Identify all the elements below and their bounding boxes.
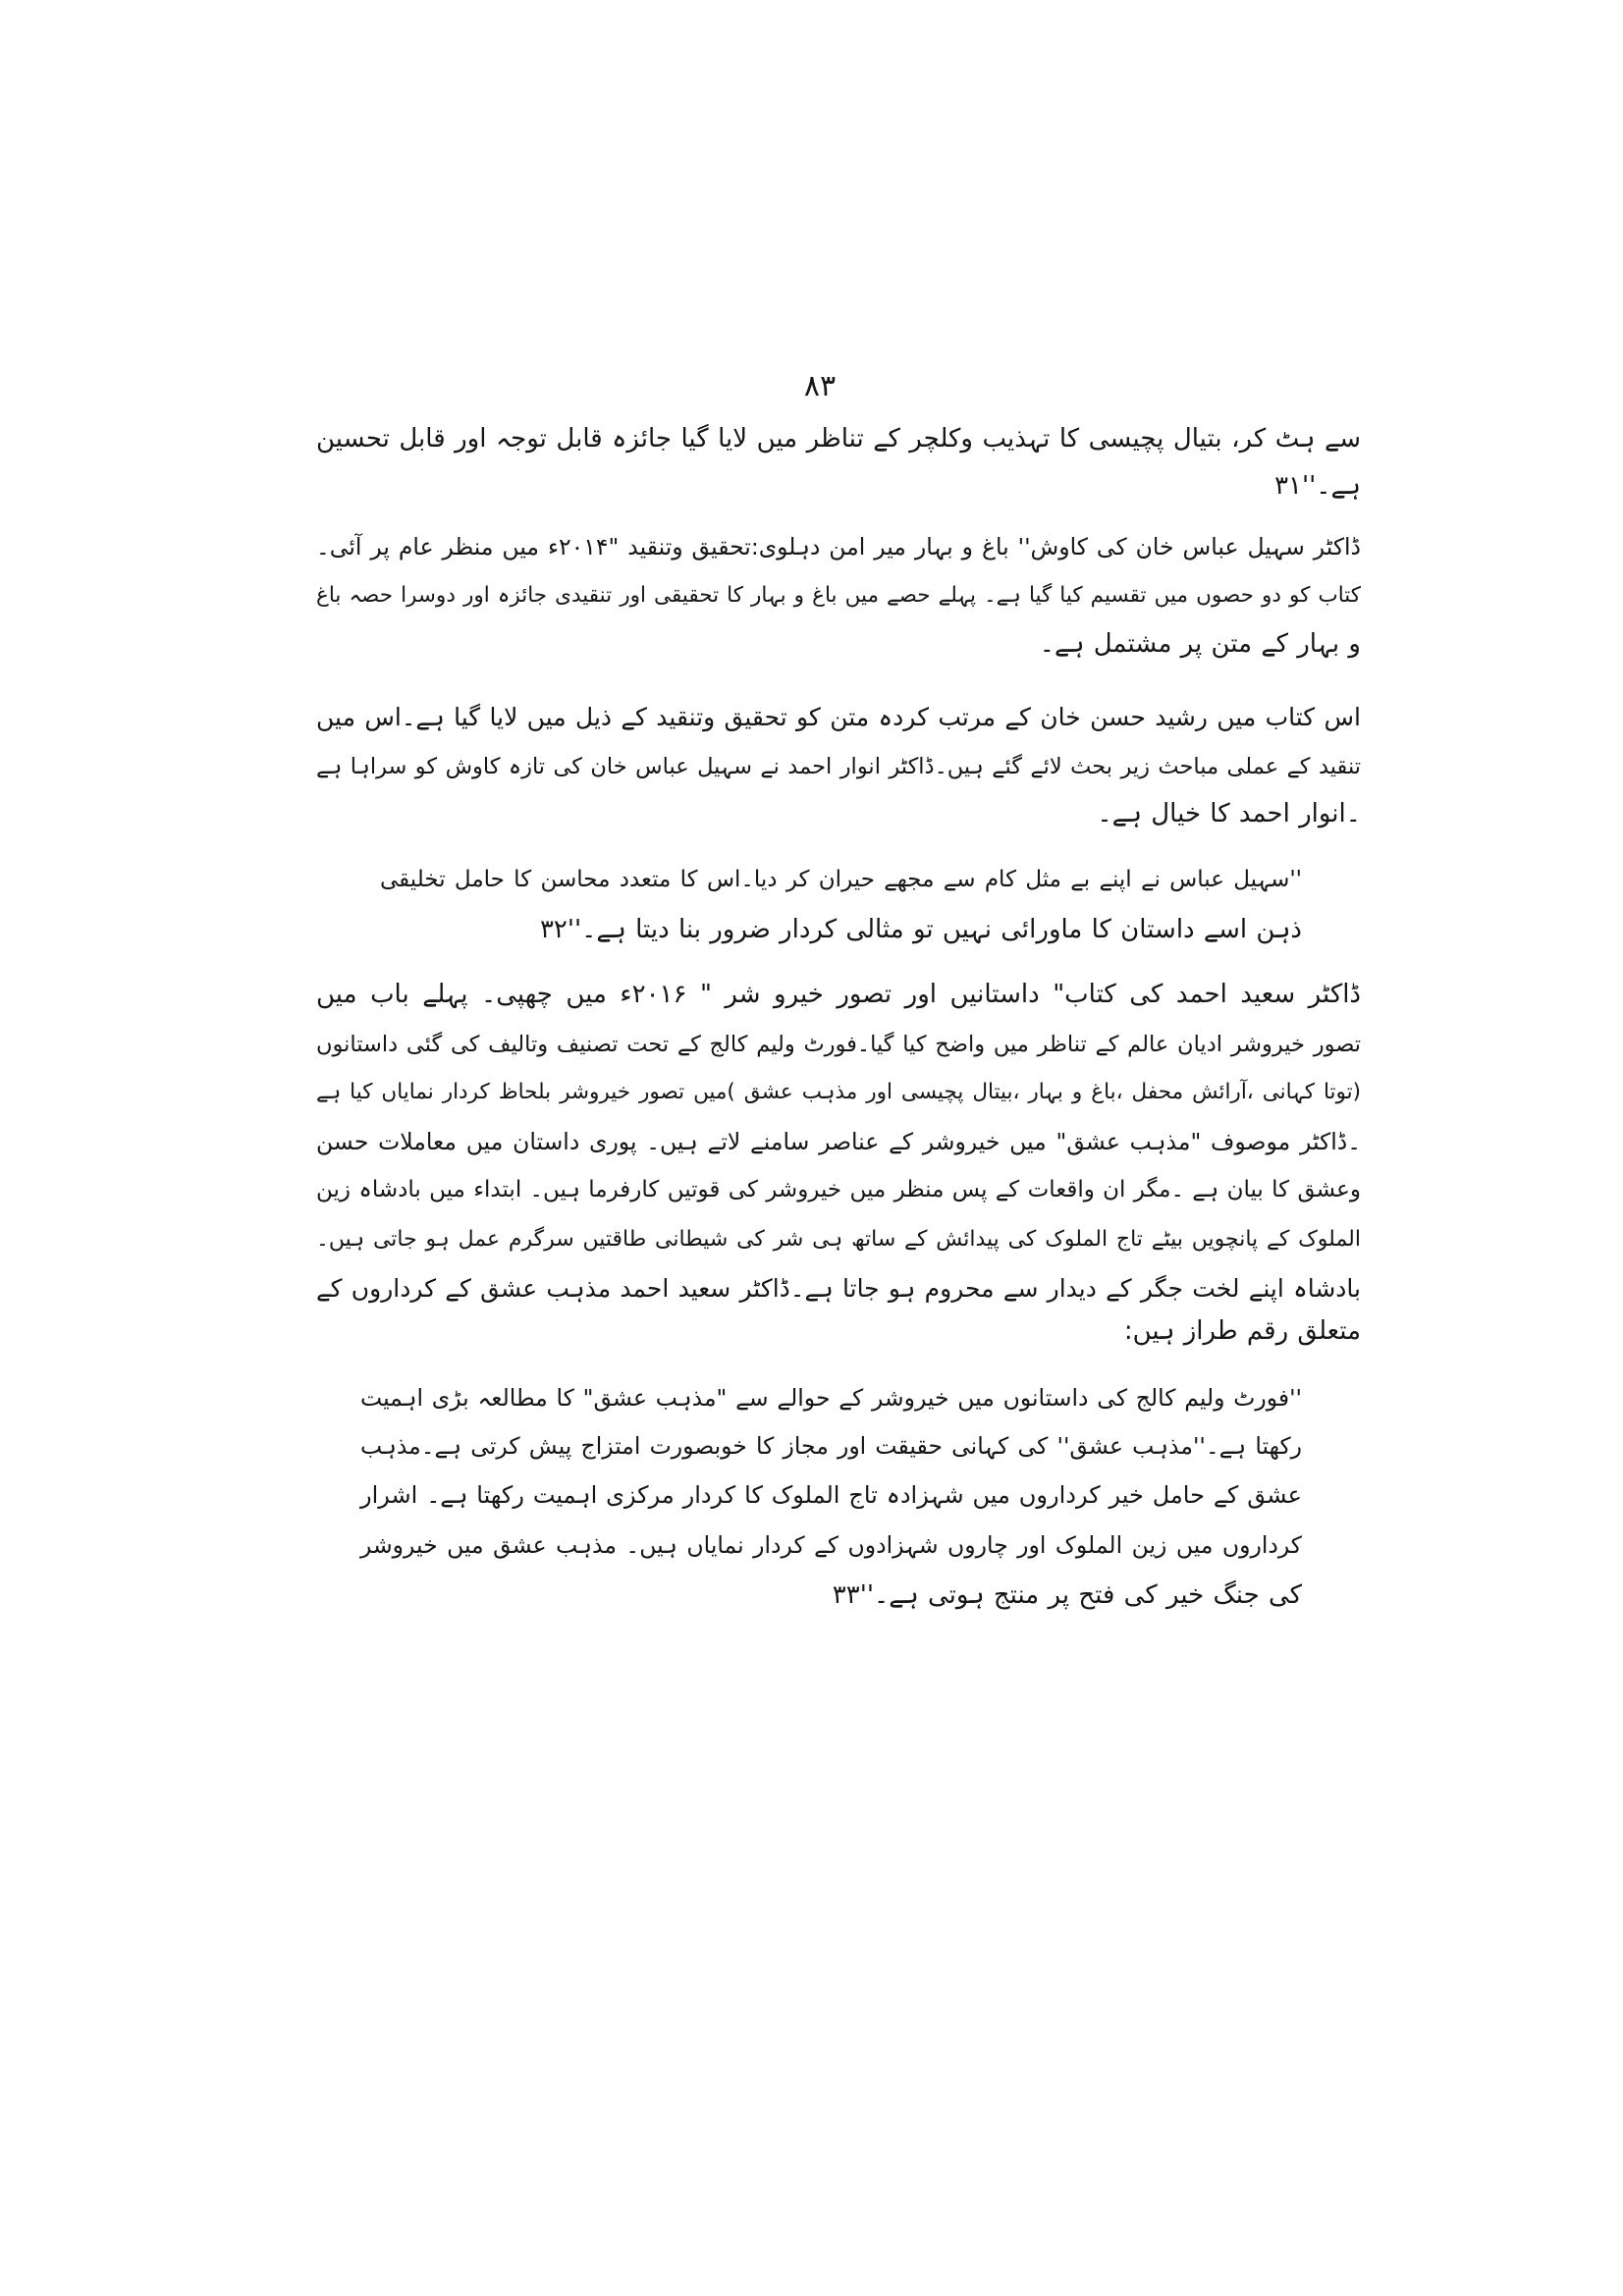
quote-line: عشق کے حامل خیر کرداروں میں شہزادہ تاج الملوک کا کردار مرکزی اہمیت رکھتا ہے۔ اشرار [360,1481,1302,1509]
text-line: تصور خیروشر ادیان عالم کے تناظر میں واضح کیا گیا۔فورٹ ولیم کالج کے تحت تصنیف وتالیف کی گئی داستانوں [316,1032,1361,1057]
page-number: ۸۳ [803,369,837,403]
text-line: متعلق رقم طراز ہیں: [1123,1316,1361,1346]
text-line: ۔انوار احمد کا خیال ہے۔ [1097,799,1361,828]
text-line: سے ہٹ کر، بتیال پچیسی کا تہذیب وکلچر کے تناظر میں لایا گیا جائزہ قابل توجہ اور قابل تحسین [316,424,1361,454]
text-line: ڈاکٹر سعید احمد کی کتاب" داستانیں اور تصور خیرو شر " ۲۰۱۶ء میں چھپی۔ پہلے باب میں [316,980,1361,1009]
text-line: (توتا کہانی ،آرائش محفل ،باغ و بہار ،بیتال پچیسی اور مذہب عشق )میں تصور خیروشر بلحاظ کردار نمایاں کیا ہے [316,1080,1361,1104]
text-line: کتاب کو دو حصوں میں تقسیم کیا گیا ہے۔ پہلے حصے میں باغ و بہار کا تحقیقی اور تنقیدی جائزہ اور دوسرا حصہ باغ [316,583,1361,608]
text-line: وعشق کا بیان ہے ۔مگر ان واقعات کے پس منظر میں خیروشر کی قوتیں کارفرما ہیں۔ ابتداء میں بادشاہ زین [316,1177,1361,1202]
text-line: ۔ڈاکٹر موصوف "مذہب عشق" میں خیروشر کے عناصر سامنے لاتے ہیں۔ پوری داستان میں معاملات حسن [316,1128,1361,1155]
text-line: اس کتاب میں رشید حسن خان کے مرتب کردہ متن کو تحقیق وتنقید کے ذیل میں لایا گیا ہے۔اس میں [316,703,1361,731]
text-line: الملوک کے پانچویں بیٹے تاج الملوک کی پیدائش کے ساتھ ہی شر کی شیطانی طاقتیں سرگرم عمل ہو جاتی ہیں۔ [316,1227,1361,1252]
text-line: و بہار کے متن پر مشتمل ہے۔ [1039,629,1361,659]
text-line: بادشاہ اپنے لخت جگر کے دیدار سے محروم ہو جاتا ہے۔ڈاکٹر سعید احمد مذہب عشق کے کرداروں کے [316,1274,1361,1303]
text-line: ہے۔''۳۱ [1274,471,1361,501]
quote-line: ''فورٹ ولیم کالج کی داستانوں میں خیروشر کے حوالے سے "مذہب عشق" کا مطالعہ بڑی اہمیت [360,1384,1302,1412]
quote-line: کرداروں میں زین الملوک اور چاروں شہزادوں کے کردار نمایاں ہیں۔ مذہب عشق میں خیروشر [360,1531,1302,1559]
quote-line: رکھتا ہے۔''مذہب عشق'' کی کہانی حقیقت اور مجاز کا خوبصورت امتزاج پیش کرتی ہے۔مذہب [360,1432,1302,1460]
quote-line: کی جنگ خیر کی فتح پر منتج ہوتی ہے۔''۳۳ [832,1580,1302,1610]
text-line: ڈاکٹر سہیل عباس خان کی کاوش'' باغ و بہار میر امن دہلوی:تحقیق وتنقید "۲۰۱۴ء میں منظر عام پر آئی۔ [316,533,1362,561]
quote-line: ذہن اسے داستان کا ماورائی نہیں تو مثالی کردار ضرور بنا دیتا ہے۔''۳۲ [539,915,1302,944]
text-line: تنقید کے عملی مباحث زیر بحث لائے گئے ہیں۔ڈاکٹر انوار احمد نے سہیل عباس خان کی تازہ کاوش کو سراہا ہے [316,754,1361,779]
quote-line: ''سہیل عباس نے اپنے بے مثل کام سے مجھے حیران کر دیا۔اس کا متعدد محاسن کا حامل تخلیقی [380,867,1302,892]
